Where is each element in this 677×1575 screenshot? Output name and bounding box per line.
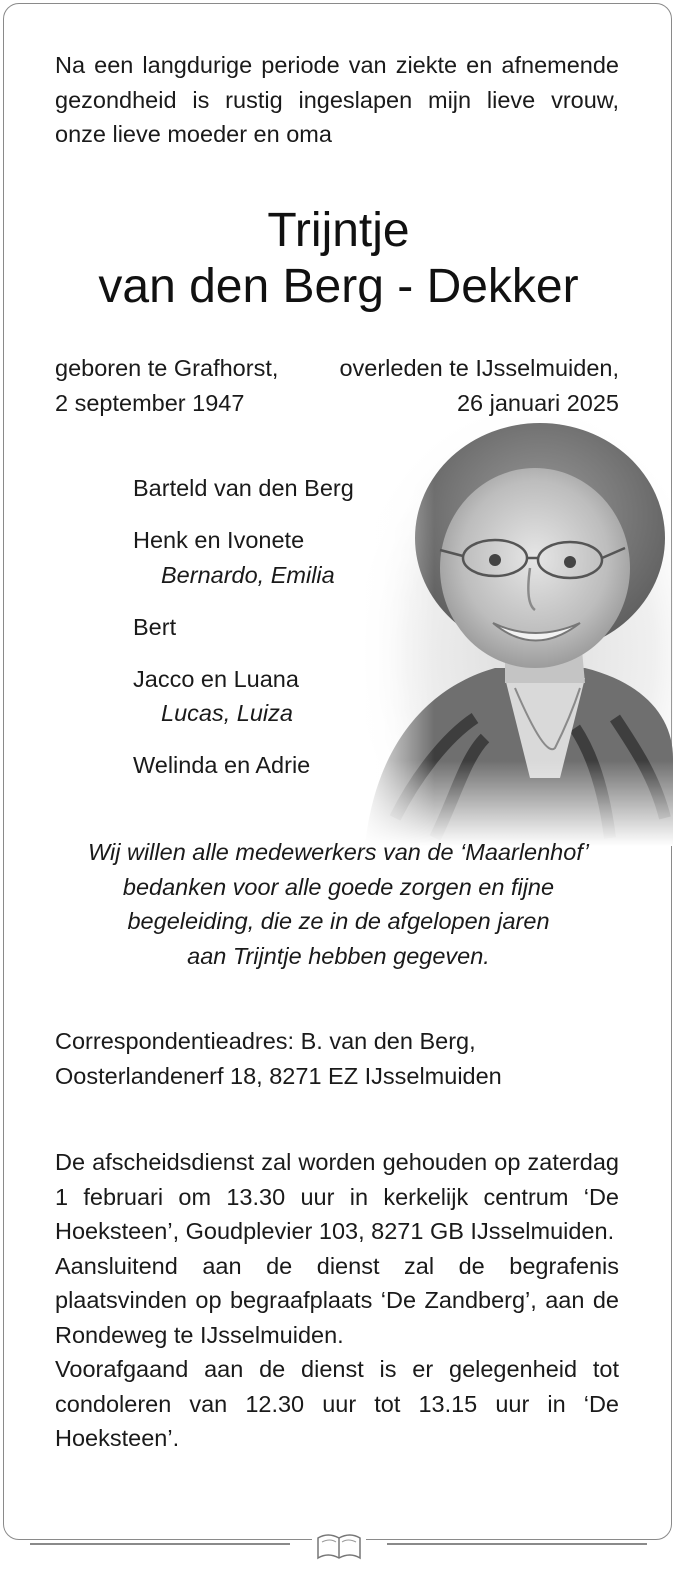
death-info: [339, 351, 619, 420]
address-line: Oosterlandenerf 18, 8271 EZ IJsselmuiden: [55, 1062, 502, 1089]
condolence-paragraph: Voorafgaand aan de dienst is er gelegenheid tot condoleren van 12.30 uur tot 13.15 uur in ‘De Hoeksteen’.: [55, 1356, 619, 1451]
service-details: [55, 1145, 619, 1456]
death-date: 26 januari 2025: [456, 389, 619, 416]
family-member: Henk en Ivonete: [133, 527, 305, 553]
full-surname: van den Berg - Dekker: [98, 260, 579, 313]
birth-date: 2 september 1947: [55, 389, 245, 416]
open-book-icon: [312, 1526, 366, 1566]
thanks-line: begeleiding, die ze in de afgelopen jaren: [127, 908, 550, 934]
family-member: Barteld van den Berg: [133, 475, 354, 501]
birth-info: [55, 351, 278, 420]
death-place: overleden te IJsselmuiden,: [339, 355, 619, 381]
family-member: Bert: [133, 613, 177, 640]
birth-place: geboren te Grafhorst,: [55, 355, 279, 381]
thanks-message: [40, 835, 637, 973]
deceased-name: [0, 203, 677, 315]
family-member: Welinda en Adrie: [133, 752, 311, 778]
thanks-line: Wij willen alle medewerkers van de ‘Maarlenhof’: [88, 839, 589, 865]
service-paragraph: De afscheidsdienst zal worden gehouden op zaterdag 1 februari om 13.30 uur in kerkelijk centrum ‘De Hoeksteen’, Goudplevier 103, 8271 GB IJsselmuiden.: [55, 1149, 619, 1244]
first-name: Trijntje: [267, 204, 410, 257]
intro-text: Na een langdurige periode van ziekte en afnemende gezondheid is rustig ingeslapen mijn lieve vrouw, onze lieve moeder en oma: [55, 52, 619, 147]
correspondence-address: [55, 1024, 619, 1093]
burial-paragraph: Aansluitend aan de dienst zal de begrafenis plaatsvinden op begraafplaats ‘De Zandberg’, aan de Rondeweg te IJsselmuiden.: [55, 1252, 619, 1348]
thanks-line: aan Trijntje hebben gegeven.: [187, 942, 490, 969]
portrait-photo: [355, 418, 673, 846]
grandchildren: Bernardo, Emilia: [161, 561, 335, 588]
birth-death-row: [55, 351, 619, 420]
address-line: Correspondentieadres: B. van den Berg,: [55, 1028, 476, 1054]
family-list: [133, 471, 354, 783]
thanks-line: bedanken voor alle goede zorgen en fijne: [122, 873, 555, 900]
family-member: Jacco en Luana: [133, 665, 299, 692]
grandchildren: Lucas, Luiza: [161, 700, 293, 726]
